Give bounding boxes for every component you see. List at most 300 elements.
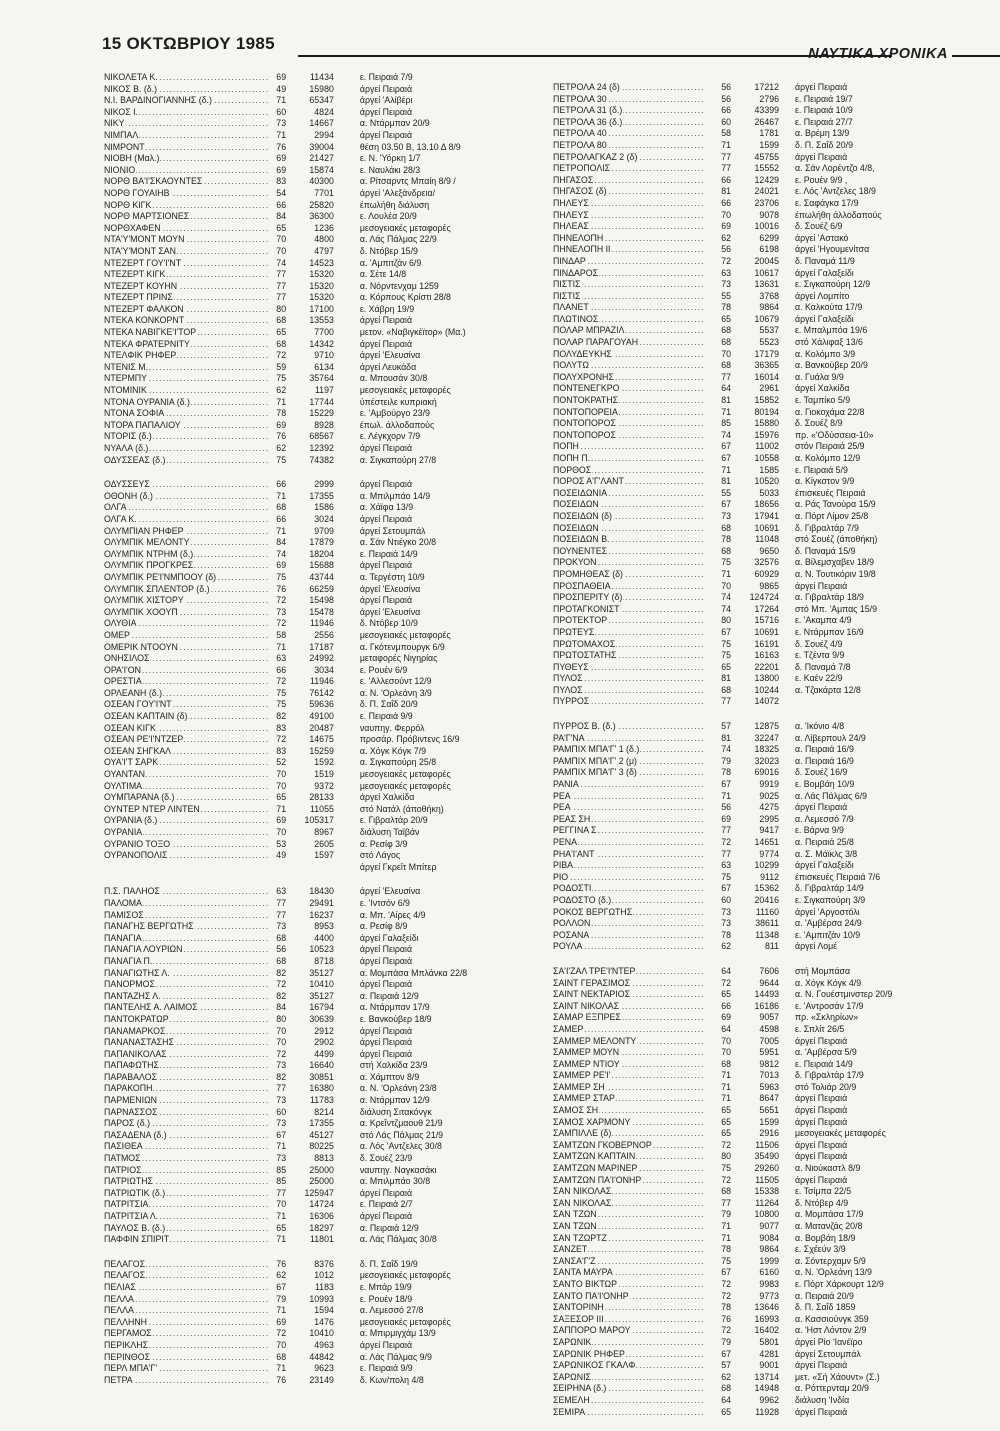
- ship-name: ΠΟΛΥΧΡΟΝΗΣ .....: [553, 372, 703, 384]
- ship-tonnage: 30639: [309, 1013, 334, 1024]
- ship-status: δ. Γιβραλτάρ 7/9: [795, 522, 859, 533]
- ship-tonnage: 43399: [754, 105, 779, 116]
- ship-status: έπισκευές Πειραιά: [795, 487, 866, 498]
- ship-year: 60: [721, 894, 731, 905]
- ship-row: [553, 523, 977, 535]
- ship-name: ΠΑΣΙΘΕΑ .....: [104, 1141, 268, 1153]
- ship-year: 65: [721, 661, 731, 672]
- ship-row: [104, 665, 534, 677]
- ship-year: 84: [276, 211, 287, 222]
- ship-tonnage: 10993: [309, 1293, 334, 1304]
- ship-status: άργεί 'Ελευσίνα: [359, 886, 421, 897]
- ship-tonnage: 9077: [759, 1221, 779, 1231]
- ship-tonnage: 9372: [314, 780, 334, 791]
- ship-tonnage: 7700: [314, 327, 334, 338]
- ship-tonnage: 15552: [754, 163, 779, 174]
- ship-tonnage: 23706: [754, 197, 779, 208]
- ship-tonnage: 10410: [309, 1328, 334, 1339]
- ship-tonnage: 13800: [754, 673, 779, 684]
- ship-year: 63: [276, 653, 287, 664]
- ship-tonnage: 9644: [759, 977, 779, 988]
- ship-status: α. 'Αμπιτζάν 6/9: [359, 257, 422, 268]
- ship-row: [553, 244, 977, 256]
- ship-row: [553, 1244, 977, 1256]
- ship-name: ΝΤΟΝΑ ΣΟΦΙΑ .....: [104, 408, 268, 420]
- ship-name: ΣΑΜΕΡ .....: [553, 1024, 703, 1036]
- ship-name: ΡΟΛΛΟΝ .....: [553, 918, 703, 930]
- ship-row: [104, 968, 534, 980]
- ship-row: [104, 781, 534, 793]
- ship-status: ε. Βομβάη 10/9: [795, 779, 855, 790]
- ship-tonnage: 1476: [314, 1316, 334, 1327]
- ship-tonnage: 15338: [754, 1186, 779, 1197]
- ship-name: ΟΛΓΑ Κ. .....: [104, 514, 268, 526]
- ship-year: 81: [721, 395, 731, 406]
- ship-year: 75: [721, 1163, 731, 1174]
- ship-row: [553, 615, 977, 627]
- ship-row: [553, 210, 977, 222]
- ship-tonnage: 10299: [754, 860, 779, 871]
- ship-row: [553, 1175, 977, 1187]
- ship-status: ε. Βανκούβερ 18/9: [359, 1013, 432, 1024]
- ship-row: [553, 453, 977, 465]
- ship-row: [553, 94, 977, 106]
- ship-year: 73: [721, 510, 731, 521]
- ship-name: ΠΛΑΝΕΤ .....: [553, 302, 703, 314]
- ship-name: ΠΑΝΤΑΖΗΣ Λ. .....: [104, 991, 268, 1003]
- ship-status: α. Κίγκστον 9/9: [795, 476, 855, 487]
- ship-tonnage: 10523: [309, 944, 334, 955]
- ship-row: [104, 979, 534, 991]
- ship-name: ΝΙΚΟΛΕΤΑ Κ. .....: [104, 72, 268, 84]
- ship-status: ε. 'Ακαμπα 4/9: [795, 615, 852, 626]
- ship-tonnage: 14342: [309, 338, 334, 349]
- ship-name: ΠΑΛΟΜΑ .....: [104, 898, 268, 910]
- ship-row: [553, 1186, 977, 1198]
- ship-status: ε. Πειραιά 27/7: [795, 116, 853, 127]
- ship-tonnage: 4797: [314, 245, 334, 256]
- ship-name: ΣΑΡΩΝΙΚ ΡΗΦΕΡ .....: [553, 1349, 703, 1361]
- ship-row: [553, 418, 977, 430]
- ship-year: 72: [721, 1278, 731, 1289]
- ship-tonnage: 4800: [314, 234, 334, 245]
- ship-year: 83: [276, 745, 287, 756]
- ship-row: [104, 711, 534, 723]
- ship-tonnage: 12392: [309, 443, 334, 453]
- ship-name: ΟΣΕΑΝ ΚΑΠΤΑΙΝ (δ) .....: [104, 711, 268, 723]
- ship-status: άργεί Πειραιά: [795, 151, 848, 162]
- ship-tonnage: 9983: [759, 1278, 779, 1289]
- ship-tonnage: 10520: [754, 476, 779, 487]
- ship-row: [553, 1140, 977, 1152]
- ship-status: ε. Σιγκαπούρη 12/9: [795, 279, 871, 290]
- ship-name: ΠΟΣΕΙΔΩΝ Β. .....: [553, 534, 703, 546]
- ship-year: 64: [721, 1023, 731, 1034]
- ship-row: [553, 163, 977, 175]
- ship-name: ΣΑΜΤΖΩΝ ΓΚΟΒΕΡΝΟΡ .....: [553, 1140, 703, 1152]
- ship-status: ε. Ντάρμπαν 16/9: [795, 626, 864, 637]
- ship-name: ΠΥΡΡΟΣ .....: [553, 696, 703, 708]
- ship-name: ΠΟΝΤΕΝΕΓΚΡΟ .....: [553, 383, 703, 395]
- ship-row: [104, 269, 534, 281]
- ship-status: ε. Ταμπίκο 5/9: [795, 395, 851, 406]
- ship-tonnage: 15320: [309, 280, 334, 291]
- ship-name: ΣΑΝΤΑ ΜΑΥΡΑ .....: [553, 1267, 703, 1279]
- ship-status: α. Μπ. 'Αίρες 4/9: [359, 909, 426, 920]
- header-rule-right: [952, 55, 1000, 57]
- ship-list-block: [104, 1259, 534, 1387]
- ship-name: ΟΥΡΑΝΟΠΟΛΙΣ .....: [104, 850, 268, 862]
- ship-row: [104, 130, 534, 142]
- ship-year: 84: [276, 1002, 287, 1013]
- ship-name: ΣΑΜΤΖΩΝ ΜΑΡΙΝΕΡ .....: [553, 1163, 703, 1175]
- ship-year: 73: [721, 279, 731, 290]
- ship-row: [553, 291, 977, 303]
- ship-tonnage: 7701: [314, 187, 334, 198]
- ship-name: ΡΕΑ .....: [553, 791, 703, 803]
- ship-tonnage: 9623: [314, 1363, 334, 1374]
- ship-status: α. Κολόμπο 3/9: [795, 348, 856, 359]
- ship-row: [553, 441, 977, 453]
- ship-year: 73: [276, 1153, 287, 1164]
- ship-year: 72: [276, 1048, 287, 1059]
- ship-tonnage: 9650: [759, 545, 779, 556]
- ship-tonnage: 24992: [309, 653, 334, 664]
- ship-status: α. Τζακάρτα 12/8: [795, 684, 861, 695]
- ship-row: [553, 360, 977, 372]
- ship-status: στή Μομπάσα: [795, 965, 851, 976]
- ship-name: ΡΟΣΑΝΑ .....: [553, 930, 703, 942]
- ship-year: 69: [276, 164, 287, 175]
- ship-year: 70: [276, 769, 287, 780]
- ship-row: [553, 279, 977, 291]
- ship-year: 58: [276, 629, 287, 640]
- ship-name: ΠΕΤΡΟΛΑ 40 .....: [553, 128, 703, 140]
- ship-status: α. Γκότενμπουργκ 6/9: [359, 641, 445, 652]
- ship-status: άργεί Γαλαξείδι: [795, 267, 854, 278]
- ship-tonnage: 9112: [760, 871, 779, 882]
- ship-name: ΟΛΥΜΠΙΚ ΧΟΟΥΠ .....: [104, 607, 268, 619]
- ship-name: ΠΡΟΜΗΘΕΑΣ (δ) .....: [553, 569, 703, 581]
- ship-status: πρ. «'Οδύσσεια-10»: [795, 429, 874, 440]
- ship-year: 62: [721, 232, 731, 243]
- ship-status: α. Ρεσίφ 3/9: [359, 838, 408, 849]
- ship-row: [553, 1105, 977, 1117]
- ship-year: 74: [721, 429, 731, 440]
- ship-tonnage: 11264: [755, 1197, 779, 1208]
- ship-row: [553, 1047, 977, 1059]
- ship-row: [104, 1305, 534, 1317]
- ship-name: ΠΕΤΡΟΠΟΛΙΣ .....: [553, 163, 703, 175]
- ship-status: άργεί Πειραιά: [795, 82, 848, 92]
- ship-year: 70: [721, 1035, 731, 1046]
- ship-tonnage: 16237: [309, 909, 334, 920]
- ship-row: [553, 1082, 977, 1094]
- ship-status: άργεί Πειραιά: [359, 1187, 413, 1198]
- ship-tonnage: 2999: [314, 479, 334, 490]
- ship-name: ΠΟΥΝΕΝΤΕΣ .....: [553, 546, 703, 558]
- ship-tonnage: 11434: [310, 72, 334, 82]
- ship-status: δ. Π. Σαΐδ 1859: [795, 1302, 856, 1313]
- ship-row: [553, 1302, 977, 1314]
- ship-year: 78: [721, 767, 731, 778]
- ship-status: α. Μομπάσα Μπλάνκα 22/8: [359, 967, 468, 978]
- ship-year: 56: [721, 802, 731, 813]
- ship-tonnage: 30851: [309, 1071, 334, 1082]
- ship-status: ε. Βάρνα 9/9: [795, 825, 844, 836]
- ship-year: 80: [276, 1013, 287, 1024]
- ship-tonnage: 8928: [314, 419, 334, 430]
- ship-row: [104, 933, 534, 945]
- ship-name: ΟΛΥΜΠΙΑΝ ΡΗΦΕΡ .....: [104, 526, 268, 538]
- ship-name: ΠΙΣΤΙΣ .....: [553, 279, 703, 291]
- ship-year: 74: [276, 257, 287, 268]
- ship-row: [553, 860, 977, 872]
- ship-year: 60: [276, 106, 287, 117]
- ship-tonnage: 2994: [314, 129, 334, 140]
- ship-status: άργεί Πειραιά: [795, 802, 848, 813]
- ship-name: ΡΟΚΟΣ ΒΕΡΓΩΤΗΣ .....: [553, 907, 703, 919]
- ship-year: 70: [276, 780, 287, 791]
- ship-year: 75: [721, 1255, 731, 1266]
- ship-name: ΡΑΜΠΙΧ ΜΠΑ'Γ' 1 (δ.) .....: [553, 744, 703, 756]
- ship-status: στό Χάλιφαξ 13/6: [795, 337, 863, 348]
- ship-row: [553, 1372, 977, 1384]
- ship-year: 60: [721, 116, 731, 127]
- ship-row: [553, 1198, 977, 1210]
- ship-year: 65: [721, 989, 731, 1000]
- ship-year: 72: [721, 977, 731, 988]
- ship-status: μεσογειακές μεταφορές: [359, 769, 451, 780]
- ship-row: [104, 292, 534, 304]
- ship-year: 63: [276, 886, 287, 897]
- ship-status: μεταφορές Νιγηρίας: [359, 653, 438, 664]
- ship-row: [104, 746, 534, 758]
- ship-status: προσάρ. Πρόβιντενς 16/9: [359, 734, 460, 745]
- ship-tonnage: 124724: [749, 592, 779, 603]
- ship-row: [104, 618, 534, 630]
- ship-tonnage: 9864: [759, 302, 779, 313]
- ship-row: [553, 627, 977, 639]
- ship-year: 77: [276, 269, 287, 280]
- ship-status: α. Χάϊφα 13/9: [359, 502, 414, 513]
- ship-year: 67: [721, 453, 731, 463]
- ship-tonnage: 35127: [309, 967, 334, 978]
- ship-row: [104, 304, 534, 316]
- ship-tonnage: 9417: [759, 825, 779, 836]
- ship-year: 79: [721, 1209, 731, 1220]
- ship-tonnage: 15980: [309, 83, 334, 94]
- ship-row: [104, 315, 534, 327]
- ship-row: [553, 1036, 977, 1048]
- ship-row: [104, 839, 534, 851]
- ship-row: [104, 630, 534, 642]
- ship-name: ΠΙΝΔΑΡ .....: [553, 256, 703, 268]
- ship-year: 68: [721, 1058, 731, 1069]
- ship-name: ΠΑΝΟΡΜΟΣ .....: [104, 979, 268, 991]
- ship-year: 65: [276, 222, 287, 233]
- ship-status: άργεί Πειραιά: [795, 1174, 848, 1185]
- ship-name: ΟΛΓΑ .....: [104, 502, 268, 514]
- ship-row: [553, 465, 977, 477]
- ship-status: α. Μπιλμπάο 30/8: [359, 1176, 431, 1187]
- ship-row: [553, 1279, 977, 1291]
- ship-tonnage: 9709: [314, 525, 334, 536]
- ship-year: 67: [721, 441, 731, 452]
- ship-row: [104, 1002, 534, 1014]
- ship-row: [553, 685, 977, 697]
- ship-list-block: [104, 479, 534, 873]
- ship-tonnage: 15498: [309, 595, 334, 606]
- ship-year: 71: [276, 490, 287, 501]
- ship-year: 56: [276, 944, 287, 955]
- ship-row: [553, 511, 977, 523]
- ship-status: α. Κολόμπο 12/9: [795, 453, 861, 463]
- ship-name: ΟΜΕΡ .....: [104, 630, 268, 642]
- ship-name: ΣΕΜΕΛΗ .....: [553, 1395, 703, 1407]
- ship-status: ε. Πειραιά 2/7: [359, 1199, 413, 1210]
- ship-status: ε. Πειραιά 9/9: [359, 711, 413, 722]
- ship-status: μεσογειακές μεταφορές: [359, 385, 451, 396]
- ship-status: α. Ν. 'Ορλεάνη 23/8: [359, 1083, 437, 1094]
- ship-name: ΠΗΓΑΣΟΣ (δ) .....: [553, 186, 703, 198]
- ship-year: 56: [721, 82, 731, 92]
- ship-name: ΠΟΣΕΙΔΩΝΙΑ .....: [553, 488, 703, 500]
- ship-name: ΠΑΤΡΙΤΣΙΑ .....: [104, 1199, 268, 1211]
- ship-year: 76: [276, 1374, 287, 1385]
- ship-status: δ. Π. Σαΐδ 20/9: [359, 699, 418, 710]
- ship-row: [104, 1211, 534, 1223]
- ship-tonnage: 13646: [754, 1302, 779, 1313]
- ship-year: 68: [276, 932, 287, 943]
- ship-status: ε. Ρουέν 9/9 ,: [795, 174, 848, 185]
- ship-year: 72: [721, 1290, 731, 1301]
- ship-row: [104, 176, 534, 188]
- ship-row: [104, 1049, 534, 1061]
- ship-row: [104, 956, 534, 968]
- ship-name: ΠΟΠΗ .....: [553, 441, 703, 453]
- ship-name: ΠΕΡΙΚΛΗΣ .....: [104, 1340, 268, 1352]
- ship-tonnage: 32023: [754, 755, 779, 766]
- ship-tonnage: 8647: [759, 1093, 779, 1104]
- ship-tonnage: 17212: [754, 82, 779, 92]
- ship-tonnage: 2605: [314, 838, 334, 849]
- ship-status: ε. Μπαλμπόα 19/6: [795, 325, 868, 336]
- ship-status: ναυπηγ. Φερρόλ: [359, 722, 425, 733]
- ship-tonnage: 10016: [754, 221, 779, 232]
- ship-tonnage: 20487: [309, 722, 334, 733]
- ship-year: 68: [276, 1351, 287, 1362]
- ship-row: [553, 673, 977, 685]
- ship-tonnage: 17744: [309, 396, 334, 407]
- ship-name: ΝΙΚΟΣ Ι. .....: [104, 107, 268, 119]
- ship-status: α. Βανκούβερ 20/9: [795, 360, 868, 371]
- ship-name: ΟΛΥΘΙΑ .....: [104, 618, 268, 630]
- ship-row: [553, 499, 977, 511]
- ship-status: άργεί 'Αργοστόλι: [795, 906, 860, 917]
- ship-name: ΡΟΔΟΣΤΙ .....: [553, 883, 703, 895]
- ship-row: [553, 430, 977, 442]
- ship-year: 77: [721, 1197, 731, 1208]
- ship-tonnage: [286, 862, 334, 874]
- ship-status: έπωλ. άλλοδαπούς: [359, 419, 435, 430]
- ship-name: ΠΙΝΔΑΡΟΣ .....: [553, 268, 703, 280]
- ship-status: ε. Πειραιά 10/9: [795, 105, 853, 116]
- ship-name: ΟΡΕΣΤΙΑ .....: [104, 676, 268, 688]
- ship-name: ΟΛΥΜΠΙΚ ΡΕ'Ι'ΝΜΠΟΟΥ (δ) .....: [104, 572, 268, 584]
- ship-status: άργεί 'Αλίβέρι: [359, 95, 413, 106]
- ship-row: [104, 443, 534, 455]
- ship-tonnage: 8953: [314, 921, 334, 932]
- ship-row: [104, 514, 534, 526]
- ship-year: 73: [721, 918, 731, 929]
- ship-status: άργεί Πειραιά: [359, 83, 413, 94]
- ship-year: 52: [276, 757, 287, 768]
- ship-tonnage: 9864: [759, 1244, 779, 1255]
- ship-year: 69: [276, 560, 287, 571]
- ship-year: 66: [276, 664, 287, 675]
- ship-list-block: [104, 72, 534, 466]
- ship-name: ΣΑΜΜΕΡ ΡΕ'Ι' .....: [553, 1070, 703, 1082]
- ship-row: [104, 607, 534, 619]
- ship-year: 71: [721, 1232, 731, 1243]
- ship-year: 78: [721, 1302, 731, 1313]
- ship-tonnage: 2556: [314, 629, 334, 640]
- ship-year: 78: [721, 929, 731, 940]
- ship-row: [553, 767, 977, 779]
- ship-row: [104, 1328, 534, 1340]
- ship-status: στό Σουέζ (άποθήκη): [795, 534, 878, 545]
- ship-tonnage: 16794: [309, 1002, 334, 1013]
- ship-status: άργεί Πειραιά: [359, 1211, 413, 1221]
- ship-name: ΣΑ'Ι'ΖΑΛ ΤΡΕ'Ι'ΝΤΕΡ .....: [553, 966, 703, 978]
- ship-status: άργεί Πειραιά: [359, 955, 413, 966]
- ship-row: [104, 165, 534, 177]
- ship-year: 78: [721, 534, 731, 545]
- ship-tonnage: 18297: [309, 1222, 334, 1233]
- ship-name: ΠΟΝΤΟΚΡΑΤΗΣ .....: [553, 395, 703, 407]
- ship-year: 73: [276, 921, 287, 932]
- ship-row: [104, 327, 534, 339]
- ship-row: [104, 1107, 534, 1119]
- ship-year: 69: [721, 221, 731, 232]
- ship-year: 71: [276, 1305, 287, 1316]
- ship-row: [104, 991, 534, 1003]
- ship-name: ΟΥΡΑΝΙΟ ΤΟΞΟ .....: [104, 839, 268, 851]
- ship-status: άργεί Πειραιά: [359, 595, 413, 606]
- ship-name: ΠΑΝΤΟΚΡΑΤΩΡ .....: [104, 1014, 268, 1026]
- ship-tonnage: 3768: [759, 290, 779, 301]
- ship-tonnage: 35764: [309, 373, 334, 384]
- ship-name: ΣΑΜΟΣ ΣΗ .....: [553, 1105, 703, 1117]
- ship-name: ΠΑΡΟΣ (δ.) .....: [104, 1118, 268, 1130]
- ship-name: ΣΑΝ ΤΖΩΝ .....: [553, 1221, 703, 1233]
- ship-row: [104, 1234, 534, 1246]
- ship-tonnage: 9001: [759, 1360, 779, 1371]
- ship-name: ΣΑΝΤΟ ΒΙΚΤΩΡ .....: [553, 1279, 703, 1291]
- ship-year: 73: [276, 606, 287, 617]
- ship-tonnage: 15716: [754, 615, 779, 626]
- ship-row: [553, 978, 977, 990]
- ship-status: α. Νόρντενχαμ 1259: [359, 280, 439, 291]
- ship-name: ΟΛΥΜΠΙΚ ΣΠΛΕΝΤΟΡ (δ.) .....: [104, 584, 268, 596]
- ship-name: ΠΗΝΕΛΟΠΗ ΙΙ .....: [553, 244, 703, 256]
- ship-tonnage: 9025: [759, 790, 779, 801]
- ship-status: α. Λάς Πάλμας 6/9: [795, 790, 868, 801]
- ship-tonnage: 15478: [309, 606, 334, 617]
- ship-name: ΠΕΛΛΑ .....: [104, 1294, 268, 1306]
- ship-name: ΠΑΝΑΓΙΑ Π. .....: [104, 956, 268, 968]
